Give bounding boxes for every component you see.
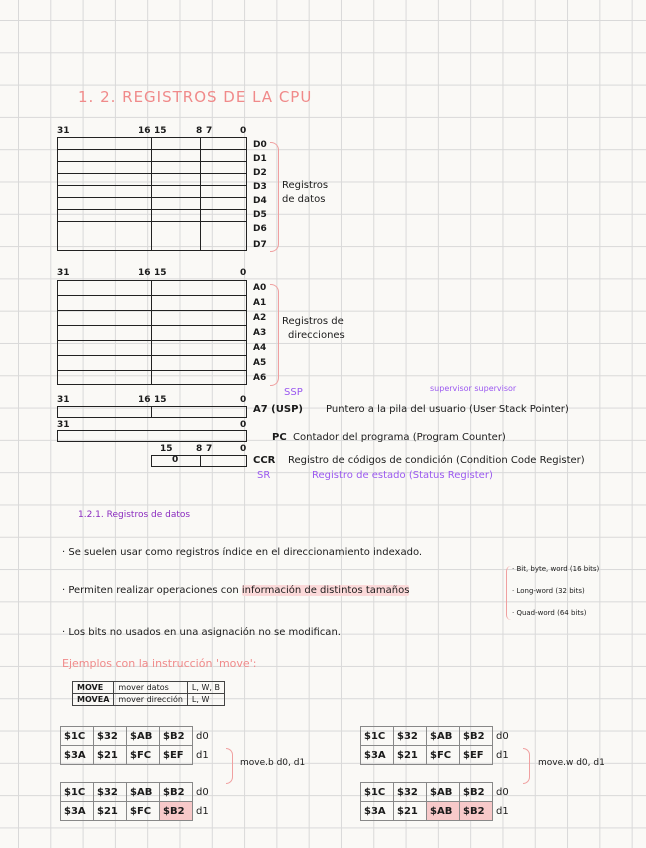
- group-label: de datos: [282, 194, 326, 205]
- bullet-2: [62, 585, 409, 596]
- bit-label: 31: [57, 395, 70, 405]
- instruction-table: [72, 681, 225, 706]
- table-cell: $3A: [61, 802, 94, 821]
- bit-label: 0: [240, 444, 247, 454]
- a7-label: A7 (USP): [253, 404, 303, 415]
- register-label-a1: A1: [253, 298, 267, 308]
- table-cell: $FC: [427, 746, 460, 765]
- bit-label: 0: [240, 420, 247, 430]
- table-row: [61, 727, 213, 746]
- table-cell: $1C: [361, 727, 394, 746]
- table-cell: L, W: [187, 694, 224, 706]
- table-cell: $B2: [460, 802, 493, 821]
- pc-desc: Contador del programa (Program Counter): [293, 432, 506, 443]
- bit-label: 8: [196, 444, 203, 454]
- table-row: [61, 802, 213, 821]
- table-cell: $AB: [127, 783, 160, 802]
- bullet-1: · Se suelen usar como registros índice en el direccionamiento indexado.: [62, 547, 423, 558]
- table-cell: $3A: [361, 802, 394, 821]
- register-label-d1: D1: [253, 154, 267, 164]
- table-cell: $B2: [160, 727, 193, 746]
- size-1: · Bit, byte, word (16 bits): [512, 565, 600, 573]
- register-label-d7: D7: [253, 240, 267, 250]
- mem-right-before: [360, 726, 513, 765]
- table-cell: $B2: [160, 802, 193, 821]
- addr-register-grid: [57, 280, 247, 385]
- table-cell: $32: [394, 727, 427, 746]
- register-label-a5: A5: [253, 358, 267, 368]
- table-row: [361, 727, 513, 746]
- table-cell: $EF: [460, 746, 493, 765]
- a7-register: [57, 406, 247, 418]
- mem-left-after: [60, 782, 213, 821]
- group-label: Registros de: [282, 316, 344, 327]
- table-cell: d1: [496, 805, 509, 817]
- bit-label: 16: [138, 395, 151, 405]
- table-cell: $32: [394, 783, 427, 802]
- group-label: Registros: [282, 180, 329, 191]
- bit-label: 15: [154, 126, 167, 136]
- register-label-a4: A4: [253, 343, 267, 353]
- table-cell: $1C: [361, 783, 394, 802]
- table-cell: $1C: [61, 727, 94, 746]
- table-cell: d1: [196, 805, 209, 817]
- register-label-a3: A3: [253, 328, 267, 338]
- table-row: [361, 783, 513, 802]
- bit-label: 0: [240, 268, 247, 278]
- ccr-desc: Registro de códigos de condición (Condition Code Register): [288, 455, 585, 466]
- pc-register: [57, 430, 247, 442]
- bit-label: 31: [57, 268, 70, 278]
- table-cell: $FC: [127, 746, 160, 765]
- register-label-a2: A2: [253, 313, 267, 323]
- group-label: direcciones: [288, 330, 345, 341]
- ccr-cell: 0: [172, 455, 179, 465]
- table-cell: $1C: [61, 783, 94, 802]
- table-cell: $AB: [427, 802, 460, 821]
- bit-label: 31: [57, 420, 70, 430]
- table-cell: d1: [196, 749, 209, 761]
- table-cell: MOVE: [73, 682, 114, 694]
- table-row: [73, 694, 225, 706]
- table-cell: d0: [496, 786, 509, 798]
- bit-label: 0: [240, 126, 247, 136]
- table-cell: mover datos: [114, 682, 188, 694]
- register-label-d4: D4: [253, 196, 267, 206]
- subsection-title: 1.2.1. Registros de datos: [78, 510, 191, 520]
- table-row: [73, 682, 225, 694]
- mem-left-before: [60, 726, 213, 765]
- table-row: [361, 802, 513, 821]
- table-cell: $B2: [160, 783, 193, 802]
- bullet-3: · Los bits no usados en una asignación no se modifican.: [62, 627, 341, 638]
- table-cell: $32: [94, 783, 127, 802]
- bit-label: 7: [206, 444, 213, 454]
- table-cell: d0: [196, 730, 209, 742]
- register-label-a6: A6: [253, 373, 267, 383]
- brace-icon: [270, 142, 279, 252]
- bullet-2-highlight: información de distintos tamaños: [241, 585, 410, 596]
- brace-icon: [226, 748, 233, 784]
- bit-label: 31: [57, 126, 70, 136]
- table-cell: $B2: [460, 783, 493, 802]
- bit-label: 7: [206, 126, 213, 136]
- sr-label: SR: [257, 470, 271, 481]
- table-cell: $3A: [361, 746, 394, 765]
- table-cell: d0: [196, 786, 209, 798]
- size-3: · Quad-word (64 bits): [512, 609, 587, 617]
- table-cell: $21: [94, 746, 127, 765]
- bit-label: 15: [154, 268, 167, 278]
- mem-right-after: [360, 782, 513, 821]
- table-cell: $EF: [160, 746, 193, 765]
- table-cell: MOVEA: [73, 694, 114, 706]
- table-cell: $AB: [427, 783, 460, 802]
- table-cell: $21: [394, 746, 427, 765]
- table-cell: $B2: [460, 727, 493, 746]
- table-cell: mover dirección: [114, 694, 188, 706]
- bit-label: 16: [138, 268, 151, 278]
- bullet-2-text: · Permiten realizar operaciones con: [62, 585, 242, 596]
- register-label-d6: D6: [253, 224, 267, 234]
- op-left: move.b d0, d1: [240, 758, 306, 768]
- table-row: [61, 783, 213, 802]
- bit-label: 15: [160, 444, 173, 454]
- bit-label: 0: [240, 395, 247, 405]
- table-cell: $AB: [127, 727, 160, 746]
- bit-label: 15: [154, 395, 167, 405]
- table-cell: $32: [94, 727, 127, 746]
- brace-icon: [506, 566, 511, 620]
- table-cell: $21: [394, 802, 427, 821]
- table-cell: $21: [94, 802, 127, 821]
- table-cell: d0: [496, 730, 509, 742]
- pc-label: PC: [272, 432, 287, 443]
- table-cell: d1: [496, 749, 509, 761]
- table-cell: L, W, B: [187, 682, 224, 694]
- ccr-register: [151, 455, 247, 467]
- page-title: 1. 2. REGISTROS DE LA CPU: [78, 88, 313, 106]
- size-2: · Long-word (32 bits): [512, 587, 585, 595]
- table-row: [61, 746, 213, 765]
- register-label-d2: D2: [253, 168, 267, 178]
- examples-title: Ejemplos con la instrucción 'move':: [62, 657, 257, 670]
- sr-desc: Registro de estado (Status Register): [312, 470, 493, 481]
- brace-icon: [270, 284, 279, 386]
- register-label-d0: D0: [253, 140, 267, 150]
- bit-label: 16: [138, 126, 151, 136]
- a7-desc: Puntero a la pila del usuario (User Stack Pointer): [326, 404, 569, 415]
- ssp-label: SSP: [284, 387, 303, 398]
- register-label-d3: D3: [253, 182, 267, 192]
- register-label-d5: D5: [253, 210, 267, 220]
- table-cell: $AB: [427, 727, 460, 746]
- register-label-a0: A0: [253, 283, 267, 293]
- supervisor-label: supervisor supervisor: [430, 384, 517, 393]
- op-right: move.w d0, d1: [538, 758, 605, 768]
- bit-label: 8: [196, 126, 203, 136]
- data-register-grid: [57, 137, 247, 251]
- ccr-label: CCR: [253, 455, 276, 466]
- table-row: [361, 746, 513, 765]
- brace-icon: [523, 748, 530, 784]
- table-cell: $3A: [61, 746, 94, 765]
- table-cell: $FC: [127, 802, 160, 821]
